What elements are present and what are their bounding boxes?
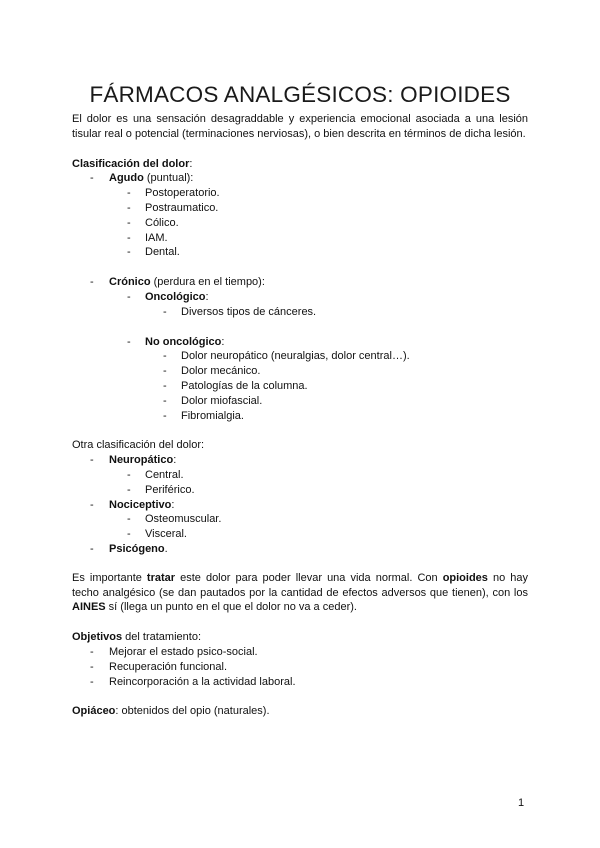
list-item-cronico: - Crónico (perdura en el tiempo): — [90, 276, 265, 289]
objectives-heading: Objetivos del tratamiento: — [72, 631, 201, 644]
list-item: - Recuperación funcional. — [90, 660, 228, 673]
no-oncologico-list — [72, 335, 528, 424]
list-item: - Dolor miofascial. — [163, 394, 263, 407]
list-item: - Patologías de la columna. — [163, 379, 308, 392]
classification-heading: Clasificación del dolor: — [72, 157, 193, 170]
list-item: - Fibromialgia. — [163, 409, 244, 422]
list-item: - IAM. — [127, 231, 168, 244]
other-classification-list — [72, 453, 528, 557]
list-item-nociceptivo: - Nociceptivo: — [90, 498, 175, 511]
list-item-no-oncologico: - No oncológico: — [127, 335, 225, 348]
list-item: - Dolor mecánico. — [163, 365, 261, 378]
list-item: - Visceral. — [127, 528, 187, 541]
opiaceo-definition: Opiáceo: obtenidos del opio (naturales). — [72, 705, 270, 718]
list-item-oncologico: - Oncológico: — [127, 290, 209, 303]
list-item: - Postraumatico. — [127, 201, 219, 214]
list-item-psicogeno: - Psicógeno. — [90, 542, 168, 555]
list-item: - Diversos tipos de cánceres. — [163, 305, 317, 318]
list-item: - Periférico. — [127, 483, 195, 496]
importance-paragraph: Es importante tratar este dolor para poder llevar una vida normal. Con opioides no hay techo analgésico (se dan pautados por la cantidad de efectos adversos que tienen), con los AINES sí (llega un punto en el que el dolor no va a ceder). — [72, 571, 529, 614]
classification-list — [72, 171, 528, 260]
list-item-neuropatico: - Neuropático: — [90, 454, 177, 467]
list-item: - Osteomuscular. — [127, 513, 222, 526]
objectives-list — [72, 645, 528, 689]
list-item-agudo: - Agudo (puntual): — [90, 172, 194, 185]
cronico-list — [72, 275, 528, 319]
other-classification-heading: Otra clasificación del dolor: — [72, 439, 205, 452]
list-item: - Cólico. — [127, 216, 179, 229]
list-item: - Central. — [127, 468, 184, 481]
document-body — [72, 112, 528, 719]
page-number: 1 — [518, 797, 525, 809]
list-item: - Dental. — [127, 246, 180, 259]
document-title: FÁRMACOS ANALGÉSICOS: OPIOIDES — [89, 82, 511, 108]
list-item: - Reincorporación a la actividad laboral. — [90, 675, 296, 688]
list-item: - Postoperatorio. — [127, 187, 220, 200]
intro-paragraph: El dolor es una sensación desagraddable y experiencia emocional asociada a una lesión tisular real o potencial (terminaciones nerviosas), o bien descrita en términos de dicha lesión. — [72, 113, 528, 140]
list-item: - Mejorar el estado psico-social. — [90, 645, 258, 658]
list-item: - Dolor neuropático (neuralgias, dolor central…). — [163, 350, 410, 363]
